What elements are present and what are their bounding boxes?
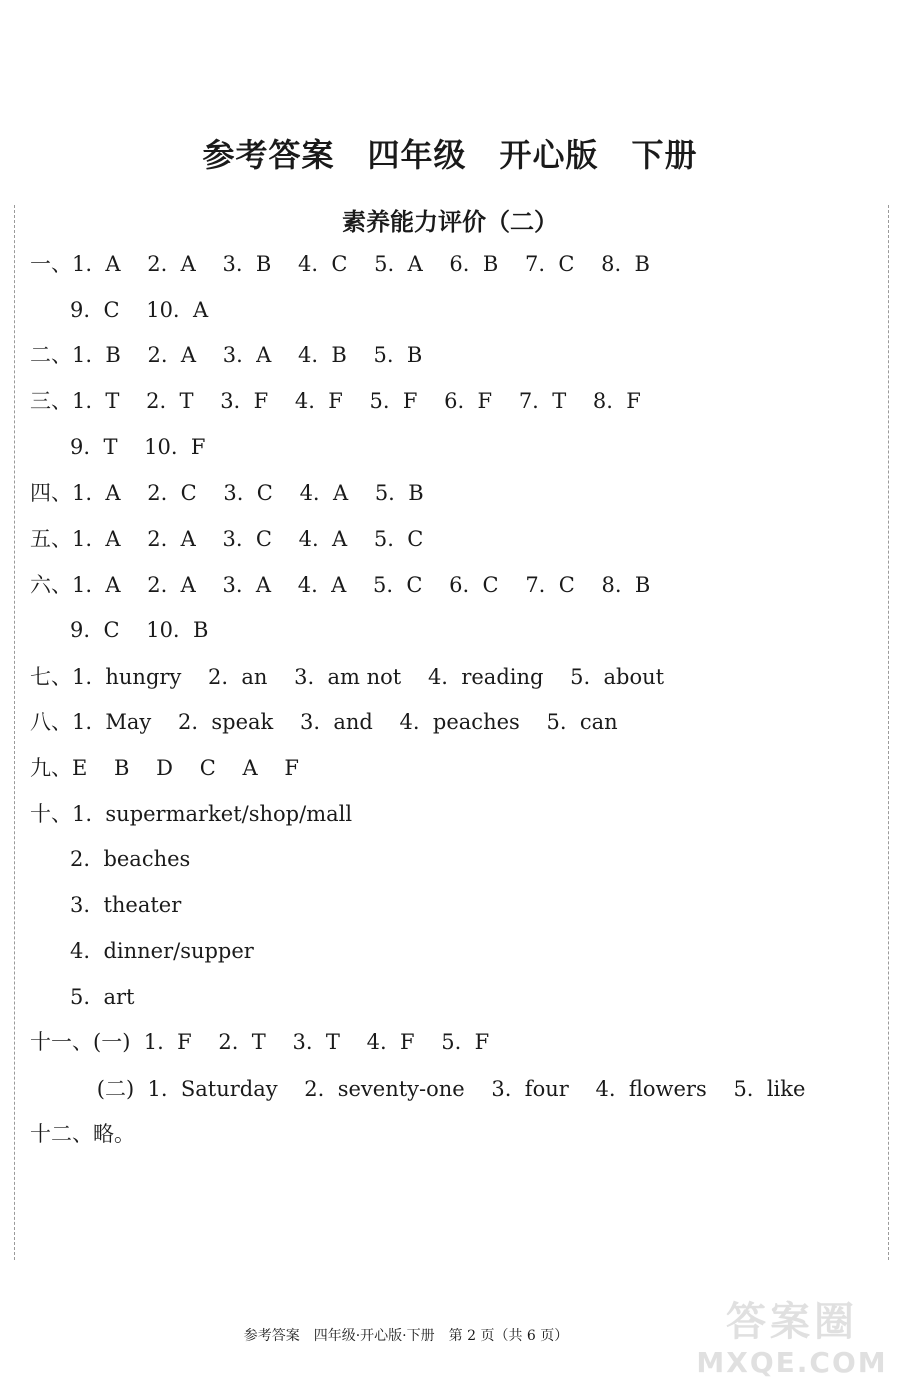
watermark-logo [692, 1298, 892, 1386]
answer-line: 9. C 10. B [30, 618, 209, 642]
answer-line: 五、1. A 2. A 3. C 4. A 5. C [30, 527, 424, 551]
answer-line: 十一、(一) 1. F 2. T 3. T 4. F 5. F [30, 1030, 490, 1054]
answer-line: 八、1. May 2. speak 3. and 4. peaches 5. can [30, 710, 618, 734]
answer-line: 七、1. hungry 2. an 3. am not 4. reading 5. about [30, 665, 665, 689]
watermark-cn: 答案圈 [726, 1299, 858, 1345]
right-dashed-border [888, 205, 889, 1260]
answer-line: (二) 1. Saturday 2. seventy-one 3. four 4. flowers 5. like [30, 1077, 806, 1101]
answer-line: 2. beaches [30, 847, 191, 871]
page-footer: 参考答案 四年级·开心版·下册 第 2 页（共 6 页） [243, 1328, 569, 1344]
left-dashed-border [14, 205, 15, 1260]
watermark-en: MXQE.COM [696, 1346, 888, 1379]
page-title: 参考答案 四年级 开心版 下册 [202, 136, 698, 174]
answer-line: 4. dinner/supper [30, 939, 254, 963]
answer-line: 十、1. supermarket/shop/mall [30, 802, 353, 826]
answer-line: 3. theater [30, 893, 182, 917]
answer-line: 十二、略。 [30, 1122, 135, 1146]
answer-line: 二、1. B 2. A 3. A 4. B 5. B [30, 343, 423, 367]
answer-line: 一、1. A 2. A 3. B 4. C 5. A 6. B 7. C 8. B [30, 252, 650, 276]
answer-line: 六、1. A 2. A 3. A 4. A 5. C 6. C 7. C 8. B [30, 573, 651, 597]
answer-line: 5. art [30, 985, 135, 1009]
answer-line: 四、1. A 2. C 3. C 4. A 5. B [30, 481, 424, 505]
answer-line: 三、1. T 2. T 3. F 4. F 5. F 6. F 7. T 8. F [30, 389, 641, 413]
answer-line: 九、E B D C A F [30, 756, 299, 780]
answer-line: 9. C 10. A [30, 298, 209, 322]
answer-line: 9. T 10. F [30, 435, 206, 459]
section-title: 素养能力评价（二） [342, 207, 558, 236]
